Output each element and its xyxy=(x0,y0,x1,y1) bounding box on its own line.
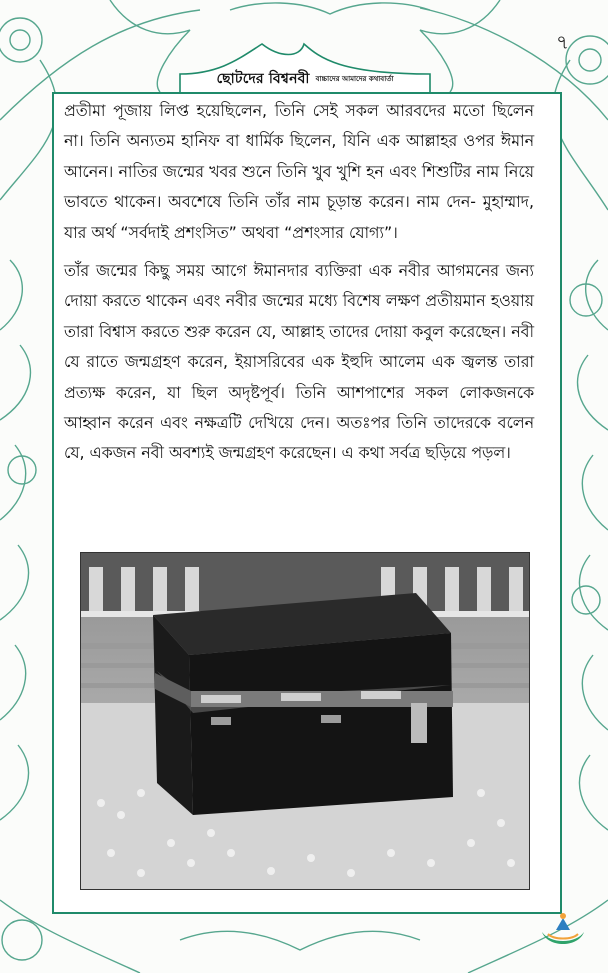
running-title: ছোটদের বিশ্বনবী xyxy=(216,71,310,87)
page-number: ৭ xyxy=(556,30,570,54)
paragraph: তাঁর জন্মের কিছু সময় আগে ঈমানদার ব্যক্তিরা এক নবীর আগমনের জন্য দোয়া করতে থাকেন এবং নবীর জন্মের মধ্যে বিশেষ লক্ষণ প্রতীয়মান হওয়ায় তারা বিশ্বাস করতে শুরু করেন যে, আল্লাহ তাদের দোয়া কবুল করেছেন। নবী যে রাতে জন্মগ্রহণ করেন, ইয়াসরিবের এক ইহুদি আলেম এক জ্বলন্ত তারা প্রত্যক্ষ করেন, যা ছিল অদৃষ্টপূর্ব। তিনি আশপাশের সকল লোকজনকে আহ্বান করেন এবং নক্ষত্রটি দেখিয়ে দেন। অতঃপর তিনি তাদেরকে বলেন যে, একজন নবী অবশ্যই জন্মগ্রহণ করেছেন। এ কথা সর্বত্র ছড়িয়ে পড়ল। xyxy=(64,261,534,463)
paragraph: প্রতীমা পূজায় লিপ্ত হয়েছিলেন, তিনি সেই সকল আরবদের মতো ছিলেন না। তিনি অন্যতম হানিফ বা ধার্মিক ছিলেন, যিনি এক আল্লাহর ওপর ঈমান আনেন। নাতির জন্মের খবর শুনে তিনি খুব খুশি হন এবং শিশুটির নাম নিয়ে ভাবতে থাকেন। অবশেষে তিনি তাঁর নাম চূড়ান্ত করেন। নাম দেন- মুহাম্মাদ, যার অর্থ “সর্বদাই প্রশংসিত” অথবা “প্রশংসার যোগ্য”। xyxy=(64,101,534,242)
publisher-logo-icon xyxy=(538,912,588,954)
series-logo: বাচ্চাদের আমাদের কথাবার্তা xyxy=(315,74,394,83)
body-text xyxy=(64,96,534,477)
kaaba-photo xyxy=(80,552,530,890)
running-header xyxy=(185,62,425,96)
kaaba-illustration xyxy=(81,553,529,889)
